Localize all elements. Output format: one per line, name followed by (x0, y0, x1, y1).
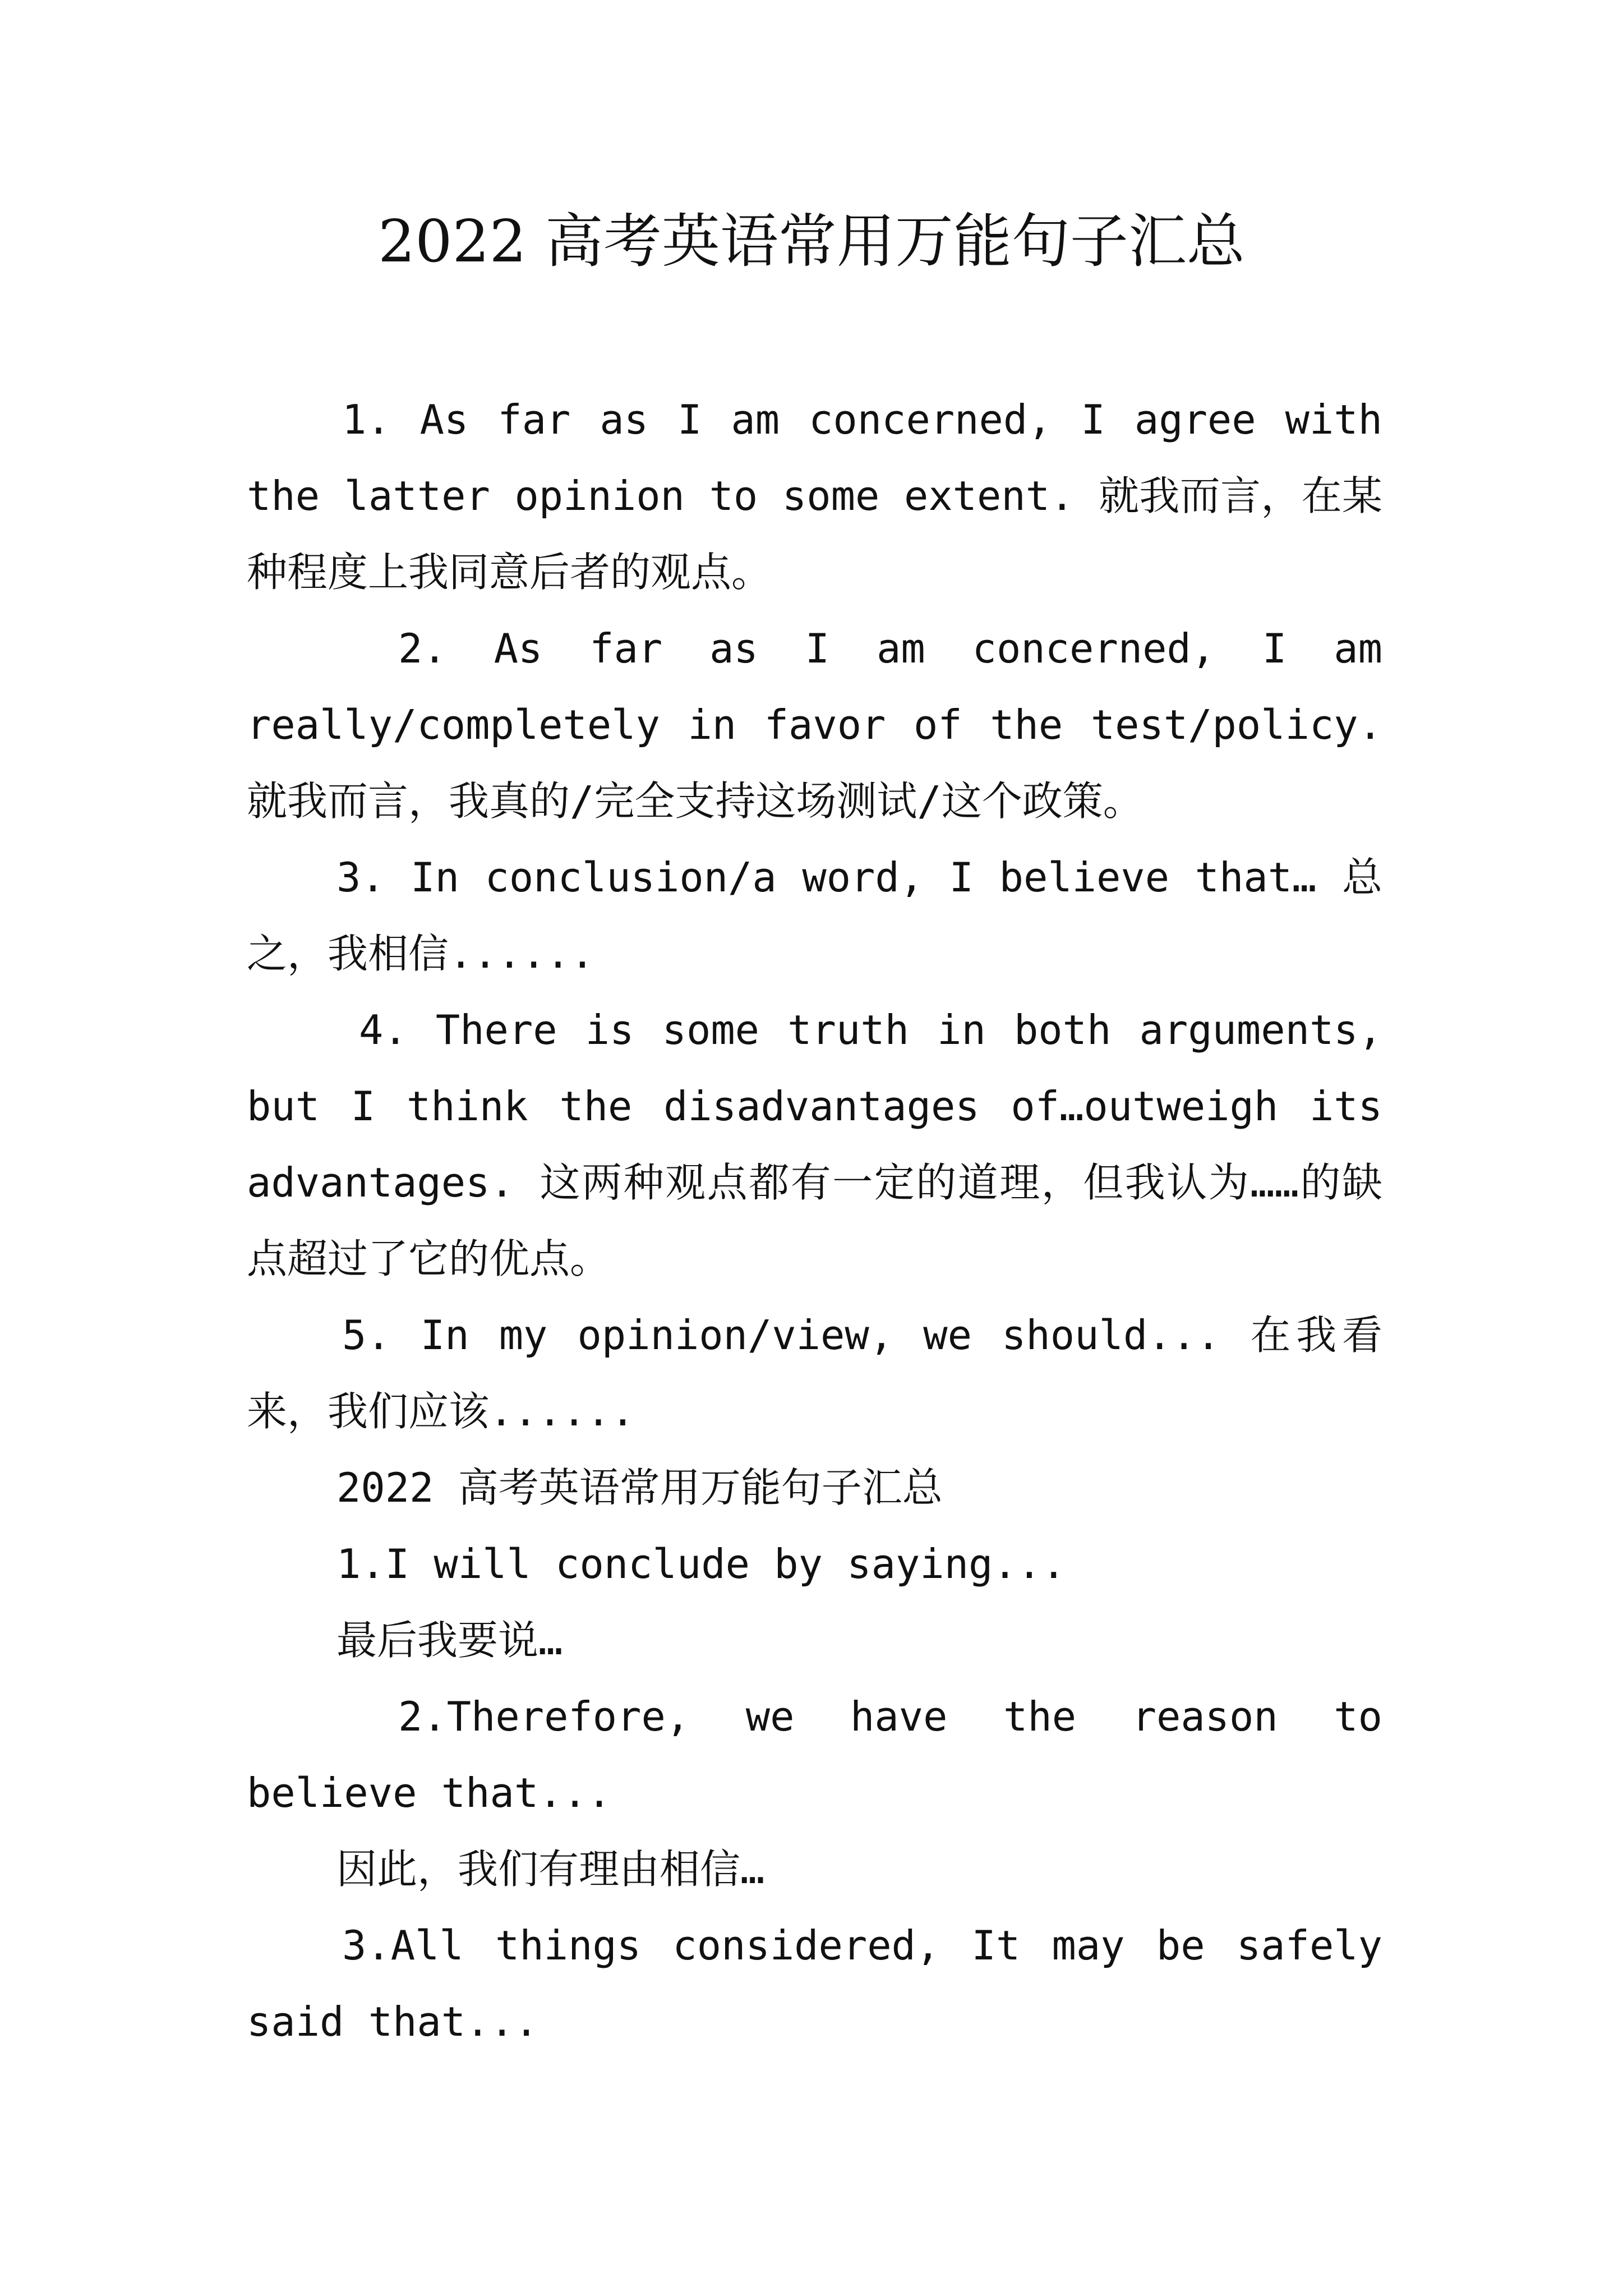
section-heading: 2022 高考英语常用万能句子汇总 (336, 1464, 943, 1511)
paragraph-10: 3.All things considered, It may be safely said that... (247, 1922, 1382, 2045)
document-body (247, 381, 1382, 2060)
paragraph-5: 5. In my opinion/view, we should... 在我看来，我们应该...... (247, 1312, 1382, 1435)
paragraph-1: 1. As far as I am concerned, I agree with the latter opinion to some extent. 就我而言，在某种程度上我同意后者的观点。 (247, 396, 1382, 596)
paragraph-7: 最后我要说… (336, 1617, 563, 1664)
paragraph-4: 4. There is some truth in both arguments, but I think the disadvantages of…outweigh its advantages. 这两种观点都有一定的道理，但我认为……的缺点超过了它的优点。 (247, 1006, 1382, 1282)
page-title: 2022 高考英语常用万能句子汇总 (378, 207, 1245, 275)
paragraph-6: 1.I will conclude by saying... (336, 1540, 1066, 1588)
paragraph-2: 2. As far as I am concerned, I am really/completely in favor of the test/policy. 就我而言，我真的/完全支持这场测试/这个政策。 (247, 625, 1382, 825)
paragraph-8: 2.Therefore, we have the reason to believe that... (247, 1693, 1382, 1816)
paragraph-3: 3. In conclusion/a word, I believe that… 总之，我相信...... (247, 854, 1382, 977)
paragraph-9: 因此，我们有理由相信… (336, 1846, 765, 1893)
